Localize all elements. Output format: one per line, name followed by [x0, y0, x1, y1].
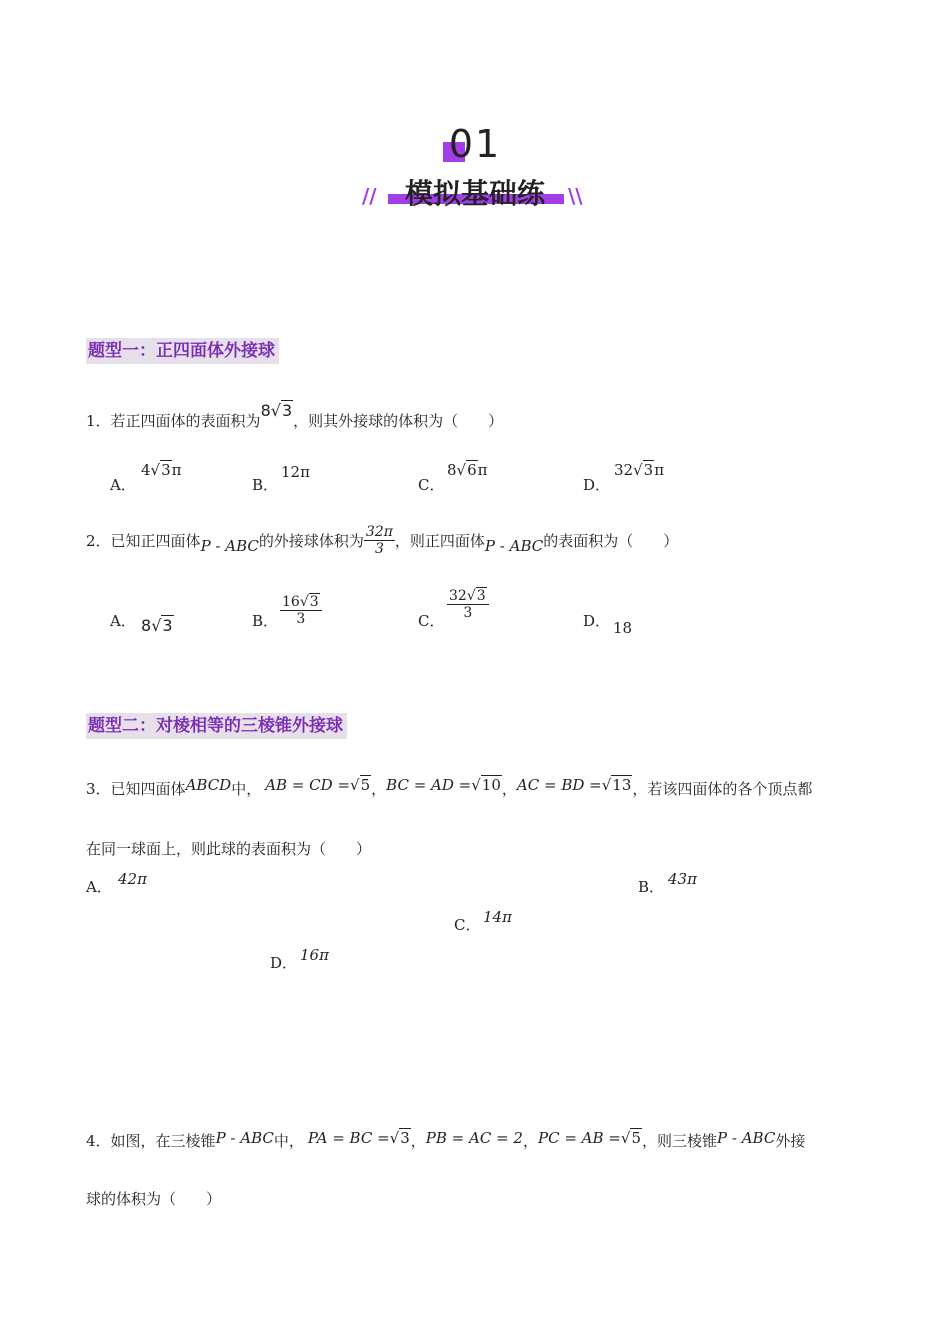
option-b-value: 43π: [668, 870, 697, 888]
option-a-value: 42π: [118, 870, 147, 888]
option-c[interactable]: C．: [454, 916, 481, 934]
tetrahedron-label: ABCD: [185, 776, 232, 794]
left-slash-decoration: //: [362, 184, 377, 208]
option-a[interactable]: A．: [110, 476, 136, 494]
option-a-value: 8√3: [141, 616, 173, 635]
option-d[interactable]: D．: [583, 476, 611, 494]
equation-2: PB = AC = 2: [425, 1129, 523, 1147]
question-text: 则三棱锥: [657, 1132, 718, 1150]
question-text: 外接: [775, 1132, 806, 1150]
equation-2: BC = AD =√10: [386, 776, 501, 794]
equation-1: PA = BC =√3: [307, 1129, 410, 1147]
tetrahedron-label: P - ABC: [717, 1129, 776, 1147]
question-text: 若正四面体的表面积为: [110, 412, 261, 430]
question-text: 的外接球体积为: [258, 531, 364, 550]
question-2: [86, 518, 678, 562]
question-number: 1．: [86, 412, 111, 430]
tetrahedron-label: P - ABC: [200, 537, 259, 555]
equation-3: PC = AB =√5: [538, 1129, 641, 1147]
option-d-value: 32√3π: [614, 461, 665, 479]
right-slash-decoration: \\: [568, 184, 583, 208]
banner-title: 模拟基础练: [404, 177, 545, 210]
option-b-value: $\frac{16√3}{3}$: [280, 594, 322, 627]
option-d[interactable]: D．: [583, 612, 611, 630]
tetrahedron-label: P - ABC: [484, 537, 544, 555]
question-number: 3．: [86, 780, 111, 798]
question-text: 的表面积为（ ）: [543, 531, 679, 550]
option-a[interactable]: A．: [86, 878, 112, 896]
question-text: 如图，在三棱锥: [110, 1132, 216, 1150]
question-number: 2．: [86, 531, 111, 550]
equation-3: AC = BD =√13: [516, 776, 632, 794]
equation-1: AB = CD =√5: [265, 776, 371, 794]
option-b[interactable]: B．: [252, 476, 279, 494]
question-text: 若该四面体的各个顶点都: [647, 780, 813, 798]
volume-fraction: $\frac{32\pi}{3}$: [365, 523, 393, 557]
option-c-value: 8√6π: [447, 461, 488, 479]
option-c-value: 14π: [483, 908, 512, 926]
question-4: 4．如图，在三棱锥P - ABC中， PA = BC =√3，PB = AC = 2，PC = AB =√5，则三棱锥P - ABC外接: [86, 1129, 806, 1150]
chapter-number: 01: [448, 122, 502, 166]
question-number: 4．: [86, 1132, 111, 1150]
section-heading-2: 题型二：对棱相等的三棱锥外接球: [86, 713, 347, 739]
option-a-value: 4√3π: [141, 461, 182, 479]
question-text: 已知四面体: [110, 780, 186, 798]
question-text: 已知正四面体: [110, 531, 201, 550]
option-b[interactable]: B．: [252, 612, 279, 630]
question-4-line-2: 球的体积为（ ）: [86, 1190, 222, 1208]
question-text: 中，: [231, 780, 262, 798]
section-heading-1: 题型一：正四面体外接球: [86, 338, 279, 364]
question-text: ，则其外接球的体积为（ ）: [293, 412, 504, 430]
question-3: 3．已知四面体ABCD中， AB = CD =√5，BC = AD =√10，AC = BD =√13，若该四面体的各个顶点都: [86, 776, 813, 798]
option-c[interactable]: C．: [418, 476, 445, 494]
option-b[interactable]: B．: [638, 878, 665, 896]
question-text: 中，: [273, 1132, 304, 1150]
option-d-value: 18: [613, 619, 633, 637]
option-d-value: 16π: [300, 946, 329, 964]
question-text: ，则正四面体: [394, 531, 485, 550]
math-expression: 8√3: [260, 401, 293, 420]
tetrahedron-label: P - ABC: [215, 1129, 274, 1147]
question-1: [86, 401, 504, 431]
option-b-value: 12π: [281, 463, 310, 481]
question-3-line-2: 在同一球面上，则此球的表面积为（ ）: [86, 840, 372, 858]
option-c[interactable]: C．: [418, 612, 445, 630]
option-d[interactable]: D．: [270, 954, 298, 972]
option-a[interactable]: A．: [110, 612, 136, 630]
option-c-value: $\frac{32√3}{3}$: [447, 588, 489, 621]
